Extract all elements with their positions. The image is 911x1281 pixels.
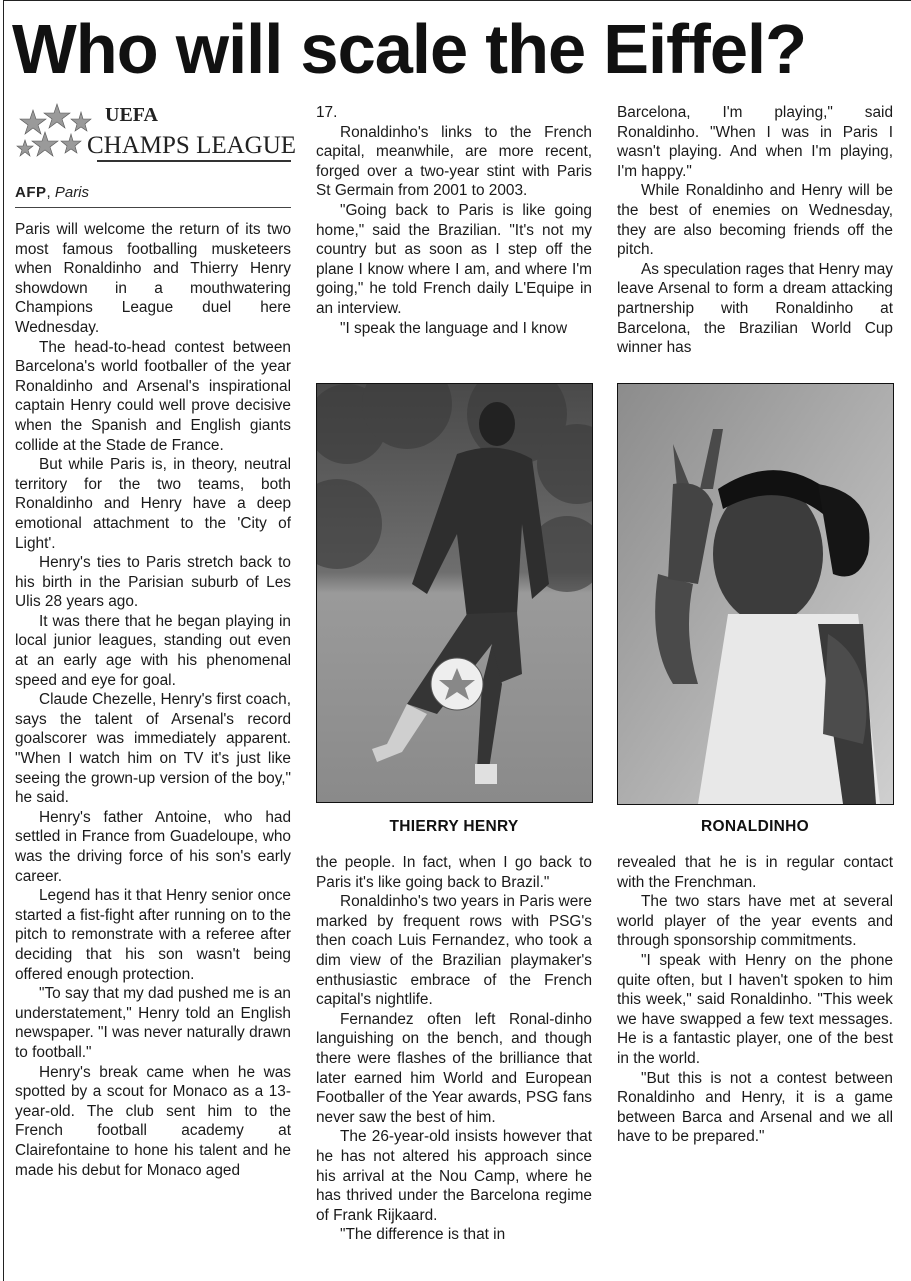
paragraph: While Ronaldinho and Henry will be the best of enemies on Wednesday, they are also becoming friends off the pitch. — [617, 182, 893, 259]
caption-ronaldinho: RONALDINHO — [700, 818, 810, 835]
page-frame-top — [3, 0, 911, 1]
paragraph: Fernandez often left Ronal-dinho languishing on the bench, and though there were flashes of the brilliance that later earned him World and European Footballer of the Year awards, PSG fans never saw the best of him. — [316, 1010, 592, 1126]
headline: Who will scale the Eiffel? — [12, 10, 807, 88]
article-column-3-top — [617, 103, 893, 365]
paragraph: The head-to-head contest between Barcelona's world footballer of the year Ronaldinho and Arsenal's inspirational captain Henry could well prove decisive when the Spanish and English giants collide at the Stade de France. — [15, 338, 291, 454]
paragraph: Ronaldinho's links to the French capital, meanwhile, are more recent, forged over a two-year stint with Paris St Germain from 2001 to 2003. — [316, 123, 592, 200]
henry-photo-image — [317, 384, 592, 802]
article-column-2-top — [316, 103, 592, 365]
paragraph: "But this is not a contest between Ronaldinho and Henry, it is a game between Barca and Arsenal and we all have to be prepared." — [617, 1069, 893, 1146]
paragraph: Barcelona, I'm playing," said Ronaldinho. "When I was in Paris I wasn't playing. And when I'm playing, I'm happy." — [617, 104, 893, 180]
article-column-3-bottom — [617, 853, 893, 1278]
paragraph: 17. — [316, 104, 338, 121]
paragraph: the people. In fact, when I go back to Paris it's like going back to Brazil." — [316, 854, 592, 891]
photo-thierry-henry — [316, 383, 593, 803]
paragraph: Henry's break came when he was spotted by a scout for Monaco as a 13-year-old. The club sent him to the French football academy at Clairefontaine to hone his talent and he made his debut for Monaco aged — [15, 1063, 291, 1179]
logo-underline — [97, 160, 291, 162]
paragraph: "The difference is that in — [340, 1226, 506, 1244]
paragraph: Henry's ties to Paris stretch back to his birth in the Parisian suburb of Les Ulis 28 years ago. — [15, 554, 291, 611]
champions-league-logo — [15, 102, 297, 164]
paragraph: But while Paris is, in theory, neutral territory for the two teams, both Ronaldinho and Henry have a deep emotional attachment to the 'City of Light'. — [15, 456, 291, 552]
article-column-1 — [15, 220, 291, 1276]
paragraph: "To say that my dad pushed me is an understatement," Henry told an English newspaper. "I was never naturally drawn to football." — [15, 985, 291, 1061]
logo-champs-league-text: CHAMPS LEAGUE — [87, 132, 297, 159]
paragraph: The 26-year-old insists however that he has not altered his approach since his arrival at the Nou Camp, where he has thrived under the Barcelona regime of Frank Rijkaard. — [316, 1128, 592, 1224]
paragraph: Henry's father Antoine, who had settled in France from Guadeloupe, who was the driving force of his son's early career. — [15, 808, 291, 885]
logo-uefa-text: UEFA — [105, 104, 158, 126]
article-column-2-bottom — [316, 853, 592, 1278]
paragraph: Legend has it that Henry senior once started a fist-fight after running on to the pitch to remonstrate with a referee after deciding that his son wasn't being offered enough protection. — [15, 887, 291, 983]
caption-thierry-henry: THIERRY HENRY — [389, 818, 519, 835]
paragraph: It was there that he began playing in local junior leagues, standing out even at an early age with his phenomenal speed and eye for goal. — [15, 612, 291, 689]
byline-agency: AFP — [15, 184, 47, 201]
paragraph: "I speak the language and I know — [340, 319, 568, 337]
ronaldinho-photo-image — [618, 384, 893, 804]
paragraph: The two stars have met at several world player of the year events and through sponsorship commitments. — [617, 893, 893, 950]
page-frame-left — [3, 0, 4, 1281]
paragraph: Claude Chezelle, Henry's first coach, says the talent of Arsenal's record goalscorer was immediately apparent. "When I watch him on TV it's just like seeing the grown-up version of the boy," he said. — [15, 691, 291, 807]
paragraph: "Going back to Paris is like going home," said the Brazilian. "It's not my country but as soon as I step off the plane I know where I am, and where I'm going," he told French daily L'Equipe in an interview. — [316, 201, 592, 317]
paragraph: "I speak with Henry on the phone quite often, but I haven't spoken to him this week," said Ronaldinho. "This week we have swapped a few text messages. He is a fantastic player, one of the best in the world. — [617, 951, 893, 1067]
paragraph: revealed that he is in regular contact with the Frenchman. — [617, 854, 893, 891]
paragraph: Ronaldinho's two years in Paris were marked by frequent rows with PSG's then coach Luis Fernandez, who took a dim view of the Brazilian playmaker's enthusiastic embrace of the French capital's nightlife. — [316, 893, 592, 1009]
photo-ronaldinho — [617, 383, 894, 805]
paragraph: As speculation rages that Henry may leave Arsenal to form a dream attacking partnership with Ronaldinho at Barcelona, the Brazilian World Cup winner has — [617, 260, 893, 357]
byline-city: Paris — [54, 184, 90, 201]
paragraph: Paris will welcome the return of its two most famous footballing musketeers when Ronaldinho and Thierry Henry showdown in a mouthwatering Champions League duel here Wednesday. — [15, 221, 291, 336]
byline-divider — [15, 207, 291, 208]
byline: AFP, Paris — [15, 184, 90, 201]
